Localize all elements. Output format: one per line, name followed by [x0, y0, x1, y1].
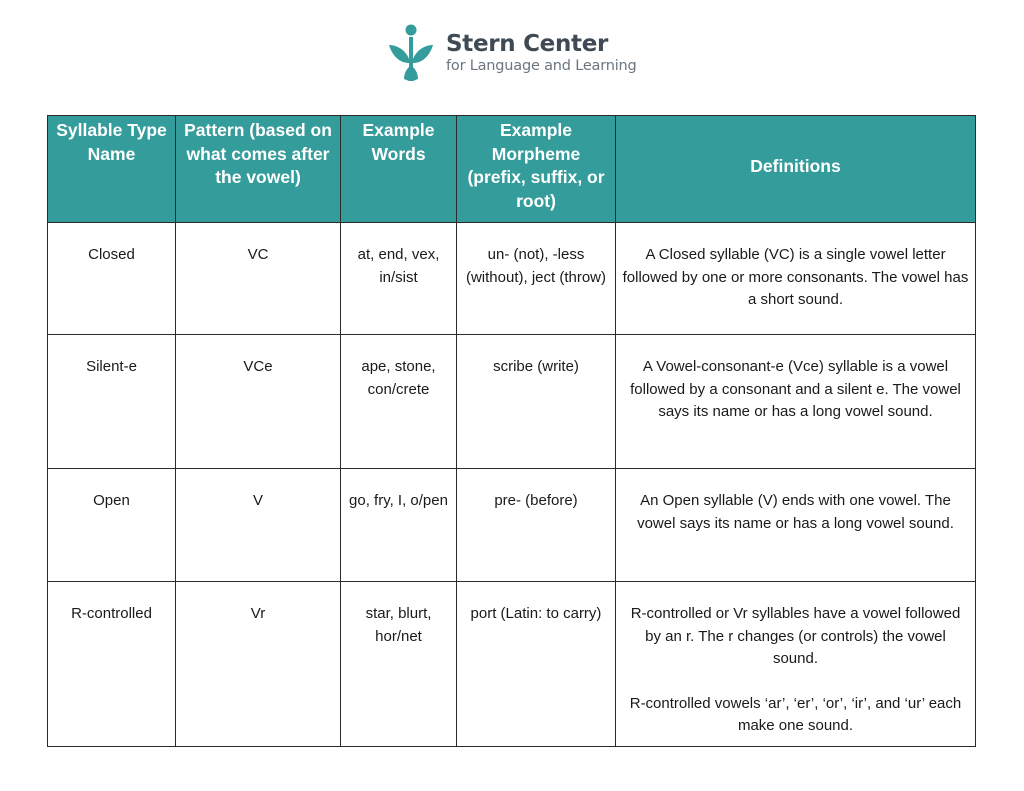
pattern-cell: VCe [176, 335, 341, 469]
tree-person-icon [384, 23, 438, 83]
table-row [48, 469, 976, 582]
definition-text: A Vowel-consonant-e (Vce) syllable is a vowel followed by a consonant and a silent e. The vowel says its name or has a long vowel sound. [630, 358, 961, 420]
table-row [48, 223, 976, 335]
definition-cell [616, 335, 976, 469]
definition-cell [616, 582, 976, 747]
definition-text: R-controlled or Vr syllables have a vowel followed by an r. The r changes (or controls) the vowel sound. [630, 605, 961, 667]
example-morpheme-cell: un- (not), -less (without), ject (throw) [457, 223, 616, 335]
stern-center-logo [384, 22, 637, 84]
example-words-cell: ape, stone, con/crete [341, 335, 457, 469]
logo-subtitle: for Language and Learning [446, 58, 637, 74]
syllable-type-cell: R-controlled [48, 582, 176, 747]
example-morpheme-cell: scribe (write) [457, 335, 616, 469]
header-definitions: Definitions [616, 116, 976, 223]
definition-text: A Closed syllable (VC) is a single vowel letter followed by one or more consonants. The vowel has a short sound. [622, 246, 969, 308]
definition-cell [616, 223, 976, 335]
definition-text: An Open syllable (V) ends with one vowel. The vowel says its name or has a long vowel sound. [637, 492, 954, 532]
example-morpheme-cell: port (Latin: to carry) [457, 582, 616, 747]
logo-title: Stern Center [446, 31, 609, 57]
pattern-cell: Vr [176, 582, 341, 747]
header-pattern: Pattern (based on what comes after the vowel) [176, 116, 341, 223]
example-words-cell: star, blurt, hor/net [341, 582, 457, 747]
table-row [48, 582, 976, 747]
syllable-type-cell: Open [48, 469, 176, 582]
example-words-cell: at, end, vex, in/sist [341, 223, 457, 335]
table-row [48, 335, 976, 469]
definition-cell [616, 469, 976, 582]
pattern-cell: V [176, 469, 341, 582]
pattern-cell: VC [176, 223, 341, 335]
example-morpheme-cell: pre- (before) [457, 469, 616, 582]
header-syllable-type: Syllable Type Name [48, 116, 176, 223]
table-header-row [48, 116, 976, 223]
header-example-words: Example Words [341, 116, 457, 223]
definition-text: R-controlled vowels ‘ar’, ‘er’, ‘or’, ‘ir’, and ‘ur’ each make one sound. [629, 694, 962, 734]
syllable-types-table [47, 115, 976, 747]
header-example-morpheme: Example Morpheme (prefix, suffix, or root) [457, 116, 616, 223]
syllable-type-cell: Closed [48, 223, 176, 335]
syllable-type-cell: Silent-e [48, 335, 176, 469]
example-words-cell: go, fry, I, o/pen [341, 469, 457, 582]
